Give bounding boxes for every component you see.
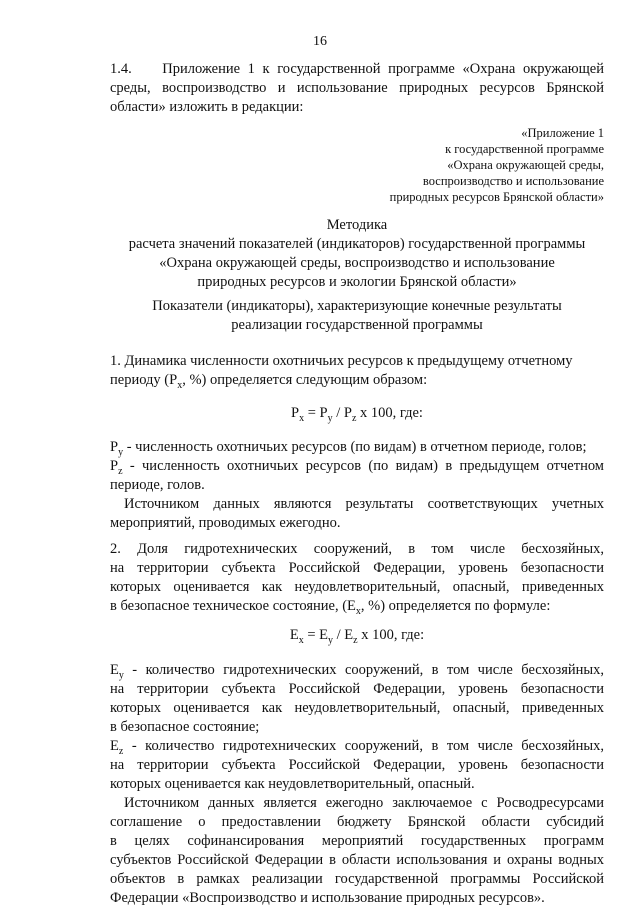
intro-line: среды, воспроизводство и использование природных ресурсов Брянской: [110, 80, 604, 96]
intro-line: области» изложить в редакции:: [110, 99, 304, 115]
intro-paragraph: [110, 60, 604, 117]
section1-paragraph: 1. Динамика численности охотничьих ресурсов к предыдущему отчетному периоду ($Р_x$, %) определяется следующим образом:: [110, 353, 573, 391]
definition-pz: $Р_z$ - численность охотничьих ресурсов (по видам) в предыдущем отчетном: [110, 458, 604, 477]
document-title: Методика расчета значений показателей (индикаторов) государственной программы «Охрана окружающей среды, воспроизводство и использование природных ресурсов и экологии Брянской области»: [128, 217, 586, 290]
section2-definitions: $Е_y$ - количество гидротехнических сооружений, в том числе бесхозяйных, на территории субъекта Российской Федерации, уровень безопасности которых оценивается как неудовлетворительный, опасный, приведенных в безопасное состояние; $Е_z$ - количество гидротехнических сооружений, в том числе бесхозяйных, на территории субъекта Российской Федерации, уровень безопасности которых оценивается как неудовлетворительный, опасный. Источником данных является ежегодно заключаемое с Росводресурсами соглашение о предоставлении бюджету Брянской области субсидий в целях софинансирования мероприятий государственных программ субъектов Российской Федерации в области использования и охраны водных объектов в рамках реализации государственной программы Российской Федерации «Воспроизводство и использование природных ресурсов».: [110, 662, 604, 906]
intro-line: 1.4. Приложение 1 к государственной программе «Охрана окружающей: [110, 61, 604, 77]
definition-ez: $Е_z$ - количество гидротехнических сооружений, в том числе бесхозяйных,: [110, 738, 604, 757]
definition-ey: $Е_y$ - количество гидротехнических сооружений, в том числе бесхозяйных,: [110, 662, 604, 681]
section1-source: Источником данных являются результаты соответствующих учетных: [124, 496, 604, 512]
page-number: 16: [313, 34, 327, 49]
section1-definitions: $Р_y$ - численность охотничьих ресурсов (по видам) в отчетном периоде, голов; $Р_z$ - численность охотничьих ресурсов (по видам) в предыдущем отчетном периоде, голов. Источником данных являются результаты соответствующих учетных мероприятий, проводимых ежегодно.: [110, 439, 604, 531]
section2-paragraph: 2. Доля гидротехнических сооружений, в том числе бесхозяйных, на территории субъекта Российской Федерации, уровень безопасности которых оценивается как неудовлетворительный, опасный, приведенных в безопасное техническое состояние, ($Е_x$, %) определяется по формуле:: [110, 541, 604, 617]
intro-number: 1.4.: [110, 61, 132, 77]
formula-px: $Р_x = Р_y / Р_z$ х 100, где:: [291, 405, 423, 424]
formula-ex: $Е_x = Е_y / Е_z$ х 100, где:: [289, 627, 425, 646]
section2-source: Источником данных является ежегодно заключаемое с Росводресурсами: [124, 795, 604, 811]
annex-header: «Приложение 1 к государственной программе «Охрана окружающей среды, воспроизводство и использование природных ресурсов Брянской области»: [389, 126, 604, 204]
definition-py: $Р_y$ - численность охотничьих ресурсов (по видам) в отчетном периоде, голов;: [110, 439, 587, 458]
section-subtitle: Показатели (индикаторы), характеризующие конечные результаты реализации государственной программы: [152, 298, 562, 333]
